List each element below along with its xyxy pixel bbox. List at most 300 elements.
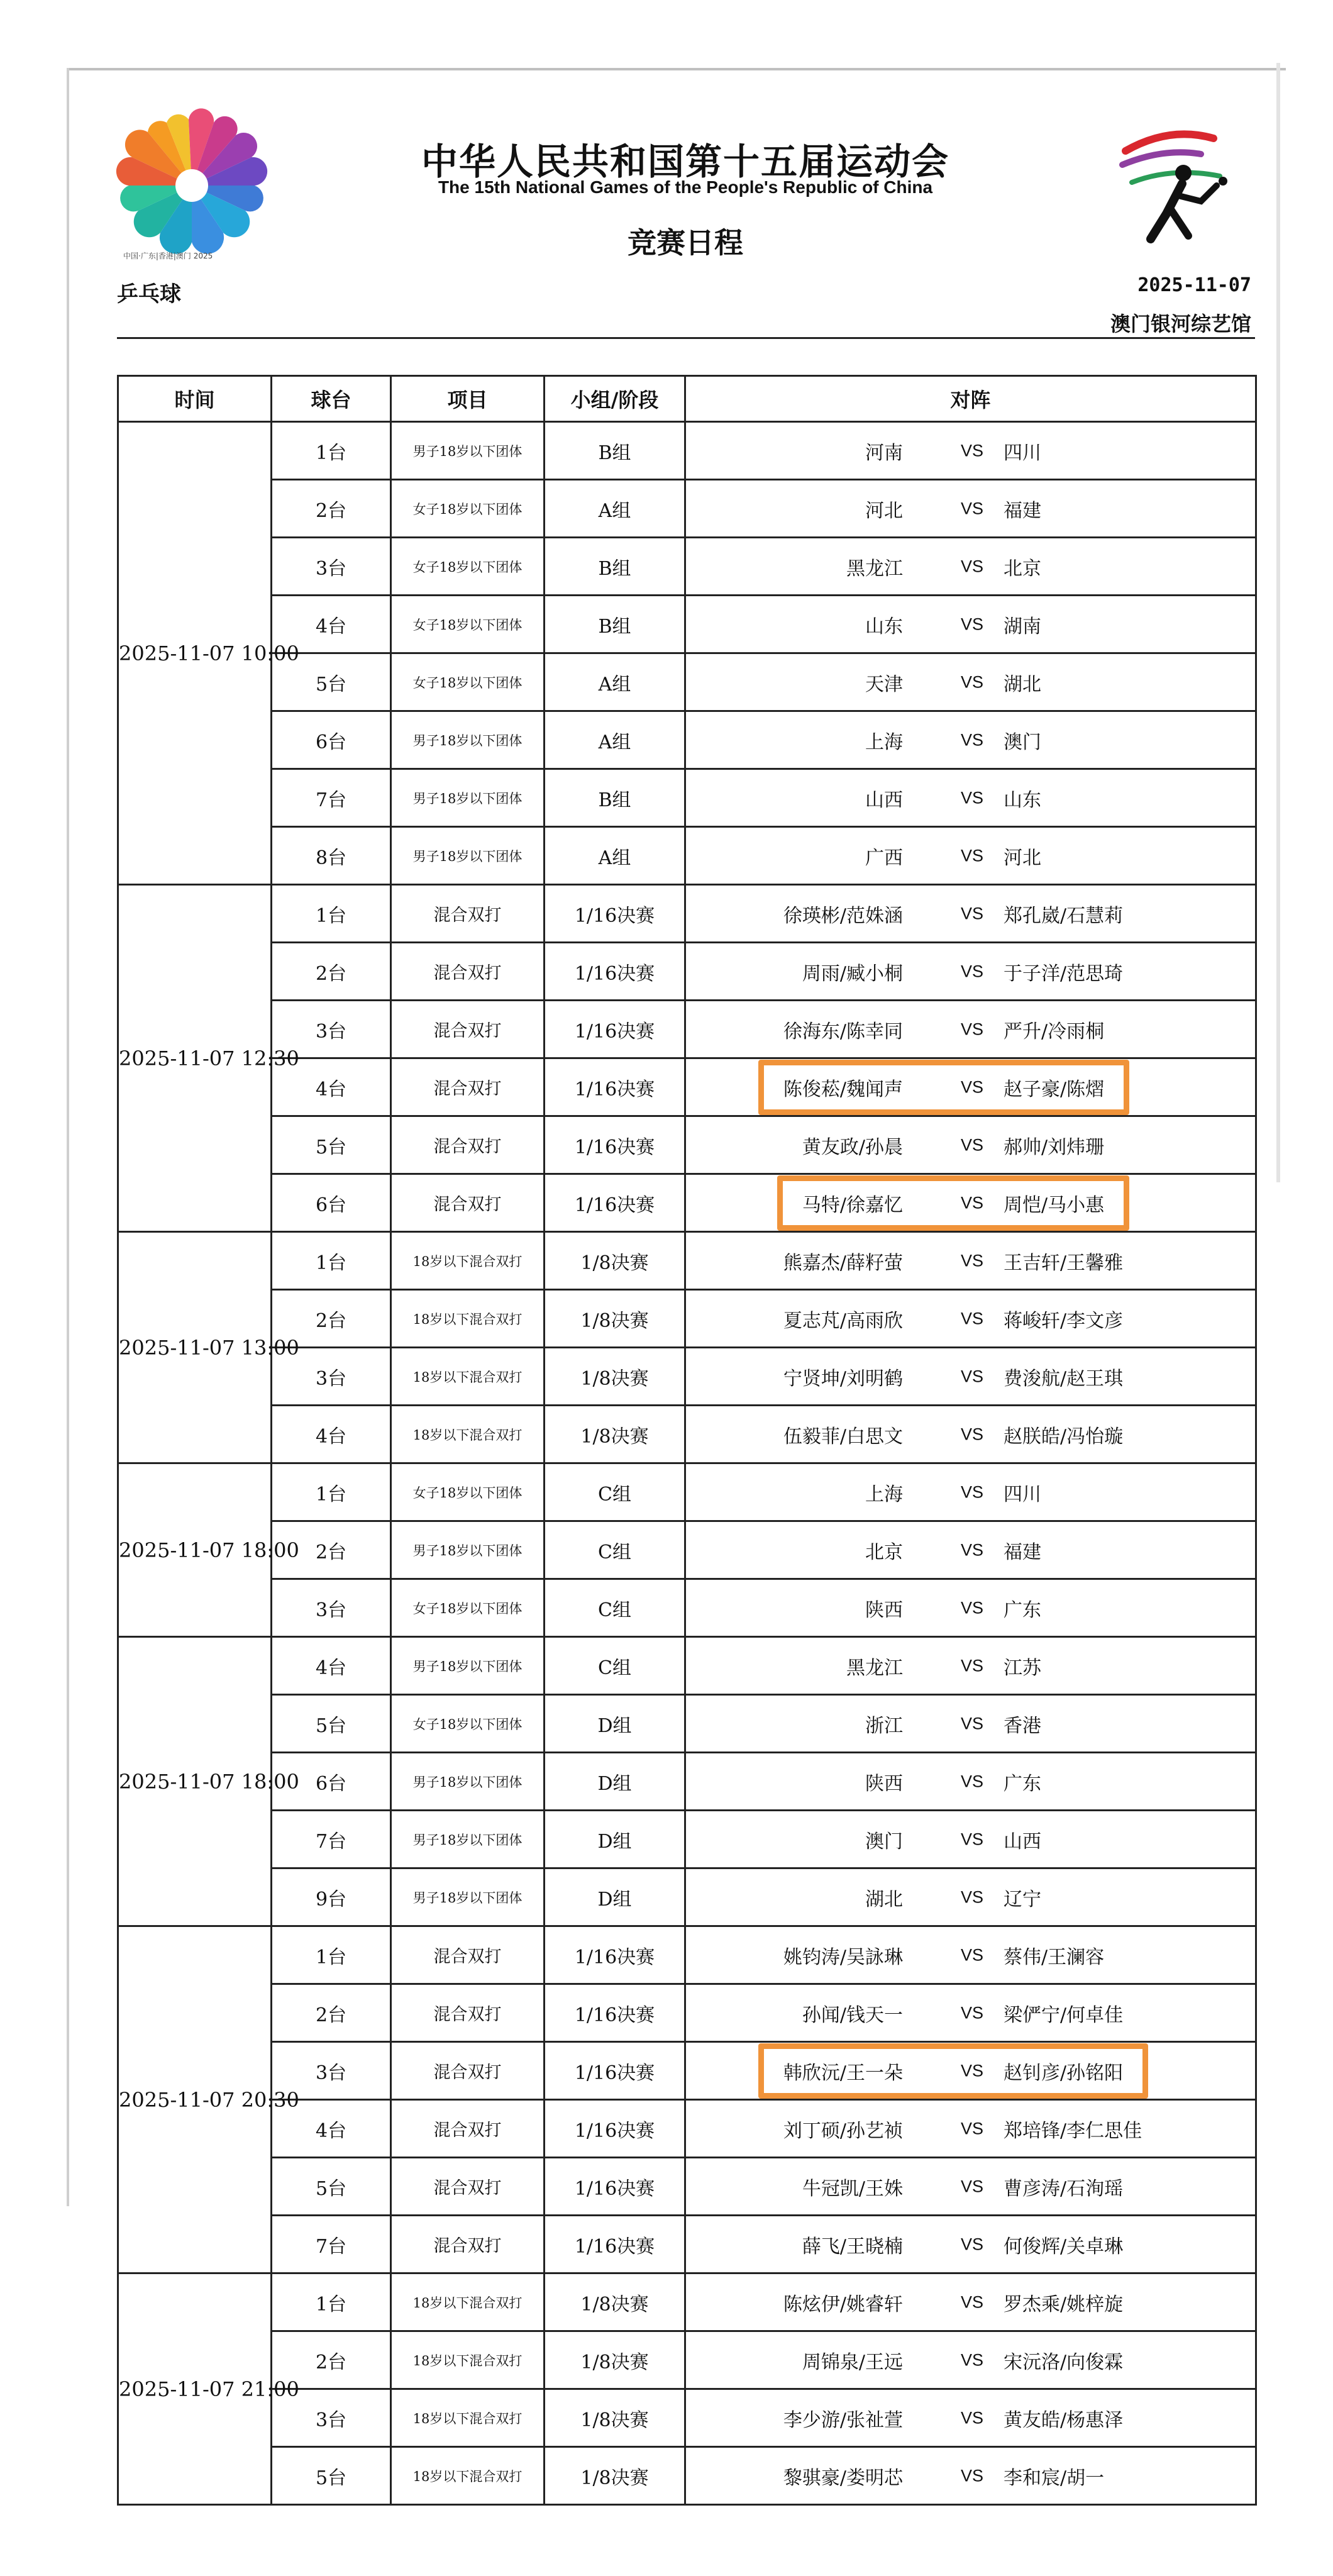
event-name: 男子18岁以下团体: [391, 827, 545, 885]
team-b: 广东: [1004, 1772, 1041, 1795]
team-a: 黎骐豪/娄明芯: [783, 2467, 903, 2489]
table-row: [118, 1463, 1256, 1521]
team-a: 黄友政/孙晨: [802, 1136, 903, 1158]
team-a: 天津: [865, 673, 903, 696]
session-time: 2025-11-07 20:30: [118, 1926, 272, 2273]
stage-name: A组: [545, 653, 685, 711]
team-a: 姚钧涛/吴詠琳: [783, 1946, 903, 1968]
event-name: 女子18岁以下团体: [391, 538, 545, 596]
vs-label: VS: [960, 1772, 984, 1790]
stage-name: A组: [545, 827, 685, 885]
column-header-stage: 小组/阶段: [545, 376, 685, 422]
vs-label: VS: [960, 1193, 984, 1212]
team-b: 山西: [1004, 1830, 1041, 1853]
table-number: 3台: [272, 2042, 391, 2100]
team-b: 周恺/马小惠: [1004, 1194, 1105, 1216]
table-row: [118, 480, 1256, 538]
stage-name: B组: [545, 422, 685, 480]
matchup-cell: [685, 596, 1256, 653]
stage-name: 1/8决赛: [545, 1348, 685, 1406]
table-number: 2台: [272, 2331, 391, 2389]
matchup: [686, 654, 1255, 710]
vs-label: VS: [960, 1019, 984, 1038]
table-row: [118, 1868, 1256, 1926]
vs-label: VS: [960, 904, 984, 923]
stage-name: 1/16决赛: [545, 2158, 685, 2216]
event-name: 女子18岁以下团体: [391, 653, 545, 711]
table-number: 3台: [272, 1348, 391, 1406]
vs-label: VS: [960, 1540, 984, 1559]
vs-label: VS: [960, 1656, 984, 1675]
event-name: 混合双打: [391, 1984, 545, 2042]
table-row: [118, 1116, 1256, 1174]
matchup: [686, 1291, 1255, 1346]
table-header-row: [118, 376, 1256, 422]
team-a: 上海: [865, 731, 903, 753]
vs-label: VS: [960, 1829, 984, 1848]
event-name: 男子18岁以下团体: [391, 1637, 545, 1695]
session-time: 2025-11-07 12:30: [118, 885, 272, 1232]
team-b: 福建: [1004, 1541, 1041, 1563]
stage-name: 1/16决赛: [545, 943, 685, 1001]
stage-name: 1/8决赛: [545, 1290, 685, 1348]
team-b: 严升/冷雨桐: [1004, 1020, 1105, 1043]
table-row: [118, 943, 1256, 1001]
matchup: [686, 770, 1255, 826]
vs-label: VS: [960, 441, 984, 460]
matchup-cell: [685, 2331, 1256, 2389]
table-row: [118, 885, 1256, 943]
sport-name: 乒乓球: [117, 282, 181, 307]
team-b: 北京: [1004, 557, 1041, 580]
team-b: 曹彦涛/石洵瑶: [1004, 2177, 1124, 2200]
team-a: 湖北: [865, 1888, 903, 1911]
games-logo-icon: [119, 113, 264, 270]
team-b: 香港: [1004, 1714, 1041, 1737]
table-number: 2台: [272, 1521, 391, 1579]
matchup: [686, 1406, 1255, 1462]
matchup-cell: [685, 827, 1256, 885]
stage-name: B组: [545, 538, 685, 596]
event-name: 混合双打: [391, 2158, 545, 2216]
table-number: 2台: [272, 943, 391, 1001]
logo-caption: 中国·广东|香港|澳门 2025: [123, 252, 213, 260]
matchup-cell: [685, 653, 1256, 711]
team-b: 蔡伟/王澜容: [1004, 1946, 1105, 1968]
team-b: 蒋峻轩/李文彦: [1004, 1309, 1124, 1332]
event-name: 18岁以下混合双打: [391, 2273, 545, 2331]
team-a: 宁贤坤/刘明鹤: [783, 1367, 903, 1390]
team-b: 宋沅洛/向俊霖: [1004, 2351, 1124, 2373]
table-number: 3台: [272, 538, 391, 596]
table-number: 5台: [272, 1695, 391, 1753]
table-row: [118, 827, 1256, 885]
event-name: 男子18岁以下团体: [391, 1521, 545, 1579]
matchup-cell: [685, 1521, 1256, 1579]
matchup: [686, 1522, 1255, 1578]
stage-name: C组: [545, 1521, 685, 1579]
table-row: [118, 1232, 1256, 1290]
highlight-box: [758, 1060, 1129, 1115]
table-number: 6台: [272, 711, 391, 769]
matchup-cell: [685, 1116, 1256, 1174]
stage-name: B组: [545, 596, 685, 653]
session-time: 2025-11-07 18:00: [118, 1637, 272, 1926]
matchup-cell: [685, 422, 1256, 480]
event-name: 混合双打: [391, 1926, 545, 1984]
vs-label: VS: [960, 2119, 984, 2138]
team-a: 黑龙江: [846, 557, 903, 580]
table-number: 5台: [272, 2158, 391, 2216]
matchup-cell: [685, 885, 1256, 943]
column-header-time: 时间: [118, 376, 272, 422]
event-name: 混合双打: [391, 2100, 545, 2158]
matchup: [686, 1753, 1255, 1809]
vs-label: VS: [960, 2177, 984, 2196]
vs-label: VS: [960, 1251, 984, 1270]
table-number: 5台: [272, 2447, 391, 2505]
table-row: [118, 1695, 1256, 1753]
vs-label: VS: [960, 2408, 984, 2427]
matchup-cell: [685, 1695, 1256, 1753]
event-name: 女子18岁以下团体: [391, 480, 545, 538]
event-name: 混合双打: [391, 1116, 545, 1174]
team-b: 罗杰乘/姚梓旋: [1004, 2293, 1124, 2316]
matchup: [686, 1001, 1255, 1057]
highlight-box: [758, 2043, 1148, 2099]
matchup: [686, 2448, 1255, 2504]
matchup-cell: [685, 1753, 1256, 1811]
page-subtitle: 竞赛日程: [628, 226, 743, 260]
event-name: 18岁以下混合双打: [391, 1406, 545, 1463]
vs-label: VS: [960, 1945, 984, 1964]
matchup-cell: [685, 2100, 1256, 2158]
vs-label: VS: [960, 614, 984, 633]
matchup: [686, 943, 1255, 999]
table-row: [118, 2216, 1256, 2273]
team-a: 伍毅菲/白思文: [783, 1425, 903, 1448]
stage-name: C组: [545, 1579, 685, 1637]
team-a: 薛飞/王晓楠: [802, 2235, 903, 2258]
team-a: 徐瑛彬/范姝涵: [783, 904, 903, 927]
stage-name: 1/8决赛: [545, 2447, 685, 2505]
team-a: 河北: [865, 499, 903, 522]
schedule-date: 2025-11-07: [1137, 274, 1251, 296]
matchup: [686, 423, 1255, 479]
matchup: [686, 1348, 1255, 1404]
table-row: [118, 1926, 1256, 1984]
matchup-cell: [685, 2447, 1256, 2505]
matchup-cell: [685, 480, 1256, 538]
table-number: 1台: [272, 2273, 391, 2331]
sheet-edge: [67, 68, 69, 2206]
matchup-cell: [685, 1811, 1256, 1868]
vs-label: VS: [960, 1887, 984, 1906]
event-name: 18岁以下混合双打: [391, 1290, 545, 1348]
stage-name: D组: [545, 1811, 685, 1868]
table-number: 3台: [272, 2389, 391, 2447]
vs-label: VS: [960, 499, 984, 518]
matchup: [686, 2216, 1255, 2272]
matchup-cell: [685, 1001, 1256, 1058]
team-a: 黑龙江: [846, 1657, 903, 1679]
team-a: 夏志芃/高雨欣: [783, 1309, 903, 1332]
team-a: 马特/徐嘉忆: [802, 1194, 903, 1216]
vs-label: VS: [960, 730, 984, 749]
matchup: [686, 886, 1255, 941]
matchup-cell: [685, 1232, 1256, 1290]
team-b: 四川: [1004, 441, 1041, 464]
table-row: [118, 538, 1256, 596]
table-row: [118, 422, 1256, 480]
event-name: 18岁以下混合双打: [391, 2389, 545, 2447]
table-number: 5台: [272, 653, 391, 711]
page-title-english: The 15th National Games of the People's Republic of China: [438, 177, 933, 197]
table-number: 5台: [272, 1116, 391, 1174]
matchup-cell: [685, 1637, 1256, 1695]
vs-label: VS: [960, 672, 984, 691]
team-a: 李少游/张祉萱: [783, 2409, 903, 2431]
team-b: 于子洋/范思琦: [1004, 962, 1124, 985]
event-name: 混合双打: [391, 2216, 545, 2273]
matchup: [686, 2101, 1255, 2157]
stage-name: 1/16决赛: [545, 1058, 685, 1116]
team-b: 澳门: [1004, 731, 1041, 753]
team-b: 李和宸/胡一: [1004, 2467, 1105, 2489]
event-name: 女子18岁以下团体: [391, 1579, 545, 1637]
session-time: 2025-11-07 18:00: [118, 1463, 272, 1637]
session-time: 2025-11-07 21:00: [118, 2273, 272, 2505]
table-row: [118, 1984, 1256, 2042]
stage-name: 1/16决赛: [545, 2100, 685, 2158]
team-b: 赵子豪/陈熠: [1004, 1078, 1105, 1101]
stage-name: C组: [545, 1463, 685, 1521]
vs-label: VS: [960, 846, 984, 865]
team-b: 郑孔崴/石慧莉: [1004, 904, 1124, 927]
team-b: 江苏: [1004, 1657, 1041, 1679]
matchup: [686, 2158, 1255, 2214]
matchup-cell: [685, 1926, 1256, 1984]
matchup: [686, 1985, 1255, 2041]
matchup: [686, 1464, 1255, 1520]
team-b: 黄友皓/杨惠泽: [1004, 2409, 1124, 2431]
team-b: 何俊辉/关卓琳: [1004, 2235, 1124, 2258]
team-a: 陕西: [865, 1599, 903, 1621]
matchup-cell: [685, 1463, 1256, 1521]
team-b: 山东: [1004, 789, 1041, 811]
session-time: 2025-11-07 13:00: [118, 1232, 272, 1463]
team-b: 广东: [1004, 1599, 1041, 1621]
column-header-event: 项目: [391, 376, 545, 422]
team-a: 山西: [865, 789, 903, 811]
team-a: 山东: [865, 615, 903, 638]
team-a: 陈俊菘/魏闻声: [783, 1078, 903, 1101]
table-number: 2台: [272, 1984, 391, 2042]
table-row: [118, 2158, 1256, 2216]
matchup: [686, 712, 1255, 768]
matchup: [686, 1117, 1255, 1173]
table-number: 4台: [272, 2100, 391, 2158]
vs-label: VS: [960, 2350, 984, 2369]
team-a: 河南: [865, 441, 903, 464]
table-row: [118, 2273, 1256, 2331]
table-number: 4台: [272, 1637, 391, 1695]
stage-name: 1/16决赛: [545, 1116, 685, 1174]
matchup: [686, 1696, 1255, 1752]
sheet-edge: [1276, 63, 1280, 1182]
team-b: 湖南: [1004, 615, 1041, 638]
column-header-matchup: 对阵: [685, 376, 1256, 422]
team-b: 赵朕皓/冯怡璇: [1004, 1425, 1124, 1448]
event-name: 男子18岁以下团体: [391, 769, 545, 827]
matchup-cell: [685, 1579, 1256, 1637]
table-tennis-pictogram-icon: [1113, 126, 1239, 252]
stage-name: A组: [545, 480, 685, 538]
matchup: [686, 538, 1255, 594]
event-name: 男子18岁以下团体: [391, 422, 545, 480]
matchup: [686, 480, 1255, 536]
stage-name: A组: [545, 711, 685, 769]
event-name: 男子18岁以下团体: [391, 1811, 545, 1868]
team-b: 梁俨宁/何卓佳: [1004, 2004, 1124, 2026]
matchup-cell: [685, 1406, 1256, 1463]
vs-label: VS: [960, 2466, 984, 2485]
table-number: 2台: [272, 1290, 391, 1348]
stage-name: D组: [545, 1753, 685, 1811]
team-b: 辽宁: [1004, 1888, 1041, 1911]
matchup-cell: [685, 2389, 1256, 2447]
team-b: 郑培锋/李仁思佳: [1004, 2119, 1142, 2142]
stage-name: 1/8决赛: [545, 2331, 685, 2389]
matchup: [686, 1869, 1255, 1925]
matchup-cell: [685, 943, 1256, 1001]
event-name: 18岁以下混合双打: [391, 2447, 545, 2505]
table-number: 6台: [272, 1753, 391, 1811]
event-name: 18岁以下混合双打: [391, 1232, 545, 1290]
matchup-cell: [685, 1348, 1256, 1406]
matchup: [686, 2332, 1255, 2388]
stage-name: C组: [545, 1637, 685, 1695]
team-a: 熊嘉杰/薛籽萤: [783, 1252, 903, 1274]
vs-label: VS: [960, 2003, 984, 2022]
vs-label: VS: [960, 1714, 984, 1733]
table-row: [118, 2447, 1256, 2505]
matchup-cell: [685, 2216, 1256, 2273]
vs-label: VS: [960, 1367, 984, 1385]
table-number: 1台: [272, 422, 391, 480]
team-a: 牛冠凯/王姝: [802, 2177, 903, 2200]
team-b: 四川: [1004, 1483, 1041, 1506]
vs-label: VS: [960, 1482, 984, 1501]
vs-label: VS: [960, 1424, 984, 1443]
vs-label: VS: [960, 1309, 984, 1328]
matchup: [686, 2390, 1255, 2446]
matchup: [686, 1811, 1255, 1867]
event-name: 混合双打: [391, 1058, 545, 1116]
table-row: [118, 1637, 1256, 1695]
event-name: 男子18岁以下团体: [391, 711, 545, 769]
stage-name: 1/16决赛: [545, 2216, 685, 2273]
vs-label: VS: [960, 788, 984, 807]
table-number: 7台: [272, 2216, 391, 2273]
vs-label: VS: [960, 1135, 984, 1154]
event-name: 女子18岁以下团体: [391, 1695, 545, 1753]
table-number: 3台: [272, 1001, 391, 1058]
table-number: 8台: [272, 827, 391, 885]
team-a: 上海: [865, 1483, 903, 1506]
table-number: 7台: [272, 769, 391, 827]
table-row: [118, 1579, 1256, 1637]
vs-label: VS: [960, 2061, 984, 2080]
table-number: 6台: [272, 1174, 391, 1232]
team-a: 陕西: [865, 1772, 903, 1795]
table-number: 7台: [272, 1811, 391, 1868]
event-name: 18岁以下混合双打: [391, 1348, 545, 1406]
team-b: 湖北: [1004, 673, 1041, 696]
matchup-cell: [685, 2273, 1256, 2331]
event-name: 男子18岁以下团体: [391, 1753, 545, 1811]
team-a: 广西: [865, 847, 903, 869]
team-b: 福建: [1004, 499, 1041, 522]
vs-label: VS: [960, 962, 984, 980]
matchup: [686, 828, 1255, 884]
header-divider: [117, 337, 1255, 339]
team-b: 赵钊彦/孙铭阳: [1004, 2062, 1124, 2084]
table-number: 1台: [272, 1926, 391, 1984]
table-number: 1台: [272, 1232, 391, 1290]
stage-name: 1/16决赛: [545, 1001, 685, 1058]
stage-name: D组: [545, 1695, 685, 1753]
table-row: [118, 1811, 1256, 1868]
team-a: 孙闻/钱天一: [802, 2004, 903, 2026]
team-a: 韩欣沅/王一朵: [783, 2062, 903, 2084]
team-a: 徐海东/陈幸同: [783, 1020, 903, 1043]
table-row: [118, 769, 1256, 827]
stage-name: 1/16决赛: [545, 1926, 685, 1984]
stage-name: D组: [545, 1868, 685, 1926]
column-header-table: 球台: [272, 376, 391, 422]
matchup: [686, 1580, 1255, 1636]
table-number: 4台: [272, 1058, 391, 1116]
venue-name: 澳门银河综艺馆: [1110, 312, 1251, 336]
stage-name: 1/8决赛: [545, 1406, 685, 1463]
stage-name: 1/16决赛: [545, 1174, 685, 1232]
matchup-cell: [685, 711, 1256, 769]
stage-name: 1/16决赛: [545, 885, 685, 943]
team-b: 费浚航/赵王琪: [1004, 1367, 1124, 1390]
event-name: 混合双打: [391, 1174, 545, 1232]
schedule-table: [117, 375, 1257, 2506]
stage-name: 1/16决赛: [545, 1984, 685, 2042]
table-row: [118, 711, 1256, 769]
matchup: [686, 596, 1255, 652]
team-a: 北京: [865, 1541, 903, 1563]
team-b: 王吉轩/王馨雅: [1004, 1252, 1124, 1274]
vs-label: VS: [960, 557, 984, 575]
table-number: 1台: [272, 885, 391, 943]
matchup-cell: [685, 538, 1256, 596]
stage-name: B组: [545, 769, 685, 827]
table-number: 4台: [272, 1406, 391, 1463]
matchup-cell: [685, 1290, 1256, 1348]
event-name: 混合双打: [391, 943, 545, 1001]
event-name: 混合双打: [391, 885, 545, 943]
event-name: 混合双打: [391, 1001, 545, 1058]
team-a: 陈炫伊/姚睿轩: [783, 2293, 903, 2316]
sheet-edge: [69, 68, 1286, 70]
table-number: 2台: [272, 480, 391, 538]
team-a: 周锦泉/王远: [802, 2351, 903, 2373]
